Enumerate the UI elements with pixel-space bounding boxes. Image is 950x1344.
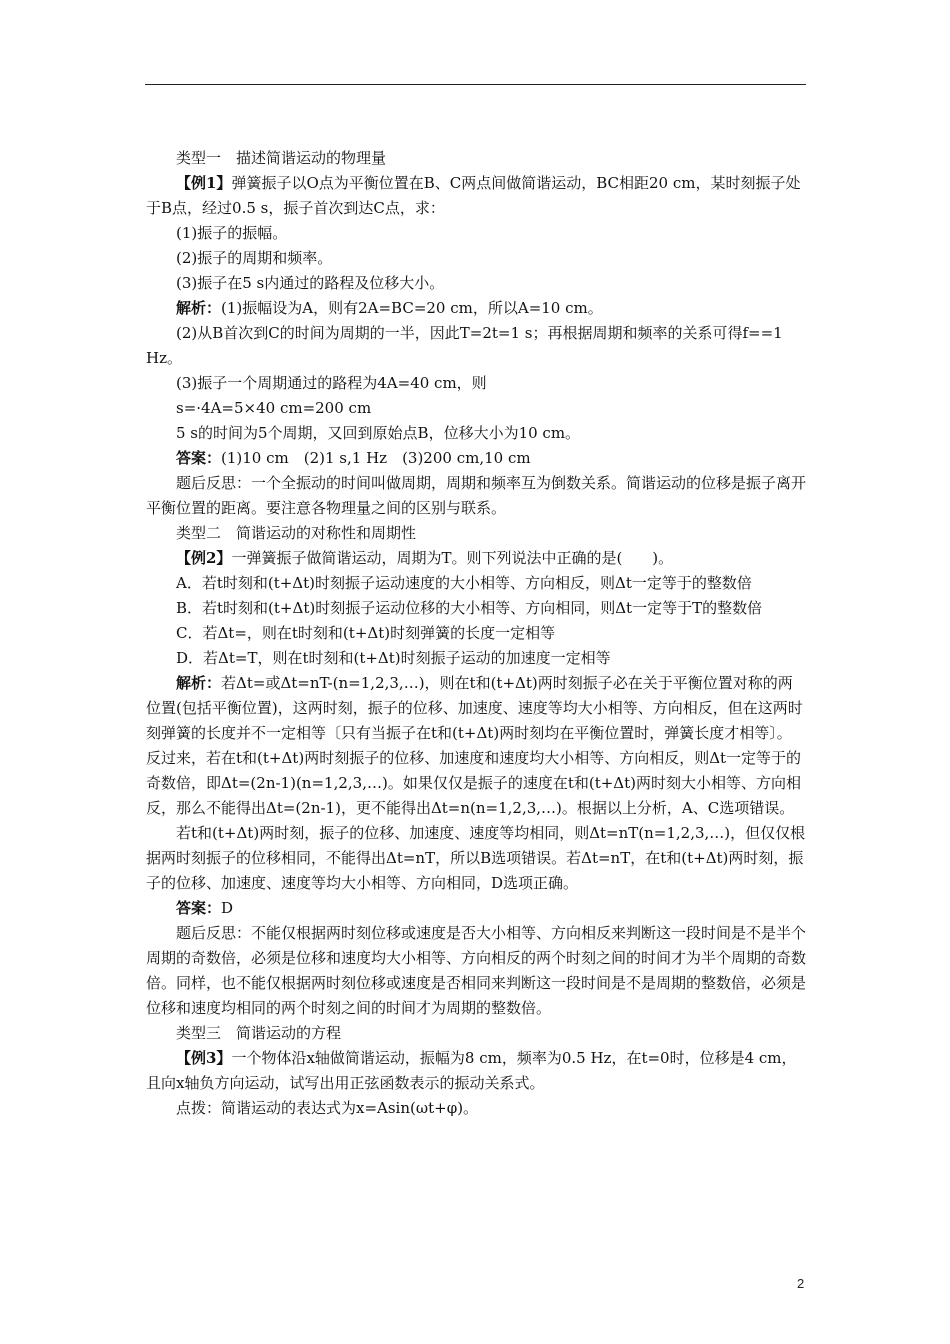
example2-analysis-2: 若t和(t+Δt)两时刻，振子的位移、加速度、速度等均相同，则Δt=nT(n=1,2,3,…)，但仅仅根据两时刻振子的位移相同，不能得出Δt=nT，所以B选项错误。若Δt=nT，在t和(t+Δt)两时刻，振子的位移、加速度、速度等均大小相等、方向相同，D选项正确。 [146, 824, 806, 892]
example1-analysis-text: (1)振幅设为A，则有2A=BC=20 cm，所以A=10 cm。 [221, 299, 603, 317]
example2-option-b: B．若t时刻和(t+Δt)时刻振子运动位移的大小相等、方向相同，则Δt一定等于T的整数倍 [176, 599, 763, 617]
type3-heading: 类型三 简谐运动的方程 [176, 1024, 342, 1042]
example1-analysis-3: (3)振子一个周期通过的路程为4A=40 cm，则 [176, 374, 487, 392]
example1-answer-text: (1)10 cm (2)1 s,1 Hz (3)200 cm,10 cm [221, 449, 531, 467]
example1-stem [146, 171, 806, 221]
example3-label: 【例3】 [176, 1049, 232, 1067]
header-rule [145, 84, 806, 85]
example1-q3: (3)振子在5 s内通过的路程及位移大小。 [176, 274, 445, 292]
example1-label: 【例1】 [176, 174, 232, 192]
example1-analysis-5: 5 s的时间为5个周期，又回到原始点B，位移大小为10 cm。 [176, 424, 581, 442]
example2-reflection: 题后反思：不能仅根据两时刻位移或速度是否大小相等、方向相反来判断这一段时间是不是半个周期的奇数倍，必须是位移和速度均大小相等、方向相反的两个时刻之间的时间才为半个周期的奇数倍。同样，也不能仅根据两时刻位移或速度是否相同来判断这一段时间是不是周期的整数倍，必须是位移和速度均相同的两个时刻之间的时间才为周期的整数倍。 [146, 924, 807, 1017]
example1-analysis-4: s=·4A=5×40 cm=200 cm [176, 399, 372, 417]
example1-analysis-2: (2)从B首次到C的时间为周期的一半，因此T=2t=1 s；再根据周期和频率的关系可得f==1 Hz。 [146, 324, 783, 367]
example2-analysis-text: 若Δt=或Δt=nT-(n=1,2,3,…)，则在t和(t+Δt)两时刻振子必在关于平衡位置对称的两位置(包括平衡位置)，这两时刻，振子的位移、加速度、速度等均大小相等、方向相反，但在这两时刻弹簧的长度并不一定相等〔只有当振子在t和(t+Δt)两时刻均在平衡位置时，弹簧长度才相等〕。反过来，若在t和(t+Δt)两时刻振子的位移、加速度和速度均大小相等、方向相反，则Δt一定等于的奇数倍，即Δt=(2n-1)(n=1,2,3,…)。如果仅仅是振子的速度在t和(t+Δt)两时刻大小相等、方向相反，那么不能得出Δt=(2n-1)，更不能得出Δt=n(n=1,2,3,…)。根据以上分析，A、C选项错误。 [146, 674, 803, 817]
example2-stem [146, 546, 806, 571]
example2-option-d: D．若Δt=T，则在t时刻和(t+Δt)时刻振子运动的加速度一定相等 [176, 649, 611, 667]
example3-stem [146, 1046, 806, 1096]
example1-q1: (1)振子的振幅。 [176, 224, 288, 242]
example2-text: 一弹簧振子做简谐运动，周期为T。则下列说法中正确的是( )。 [231, 549, 674, 567]
document-body [146, 146, 806, 1121]
example1-text: 弹簧振子以O点为平衡位置在B、C两点间做简谐运动，BC相距20 cm，某时刻振子处于B点，经过0.5 s，振子首次到达C点，求： [146, 174, 801, 217]
example1-answer [146, 446, 806, 471]
answer-label: 答案： [176, 449, 222, 467]
example2-answer-text: D [221, 899, 234, 917]
type2-heading: 类型二 简谐运动的对称性和周期性 [176, 524, 417, 542]
type1-heading: 类型一 描述简谐运动的物理量 [176, 149, 387, 167]
example2-option-a: A．若t时刻和(t+Δt)时刻振子运动速度的大小相等、方向相反，则Δt一定等于的整数倍 [176, 574, 752, 592]
example2-label: 【例2】 [176, 549, 232, 567]
example2-analysis-1 [146, 671, 806, 821]
example3-hint: 点拨：简谐运动的表达式为x=Asin(ωt+φ)。 [176, 1099, 479, 1117]
example2-option-c: C．若Δt=，则在t时刻和(t+Δt)时刻弹簧的长度一定相等 [176, 624, 556, 642]
analysis-label: 解析： [176, 299, 222, 317]
example3-text: 一个物体沿x轴做简谐运动，振幅为8 cm，频率为0.5 Hz，在t=0时，位移是4 cm，且向x轴负方向运动，试写出用正弦函数表示的振动关系式。 [146, 1049, 797, 1092]
page-number: 2 [797, 1276, 805, 1291]
analysis-label: 解析： [176, 674, 222, 692]
example1-analysis-1 [146, 296, 806, 321]
example2-answer [146, 896, 806, 921]
example1-q2: (2)振子的周期和频率。 [176, 249, 333, 267]
example1-reflection: 题后反思：一个全振动的时间叫做周期，周期和频率互为倒数关系。简谐运动的位移是振子离开平衡位置的距离。要注意各物理量之间的区别与联系。 [146, 474, 807, 517]
answer-label: 答案： [176, 899, 222, 917]
